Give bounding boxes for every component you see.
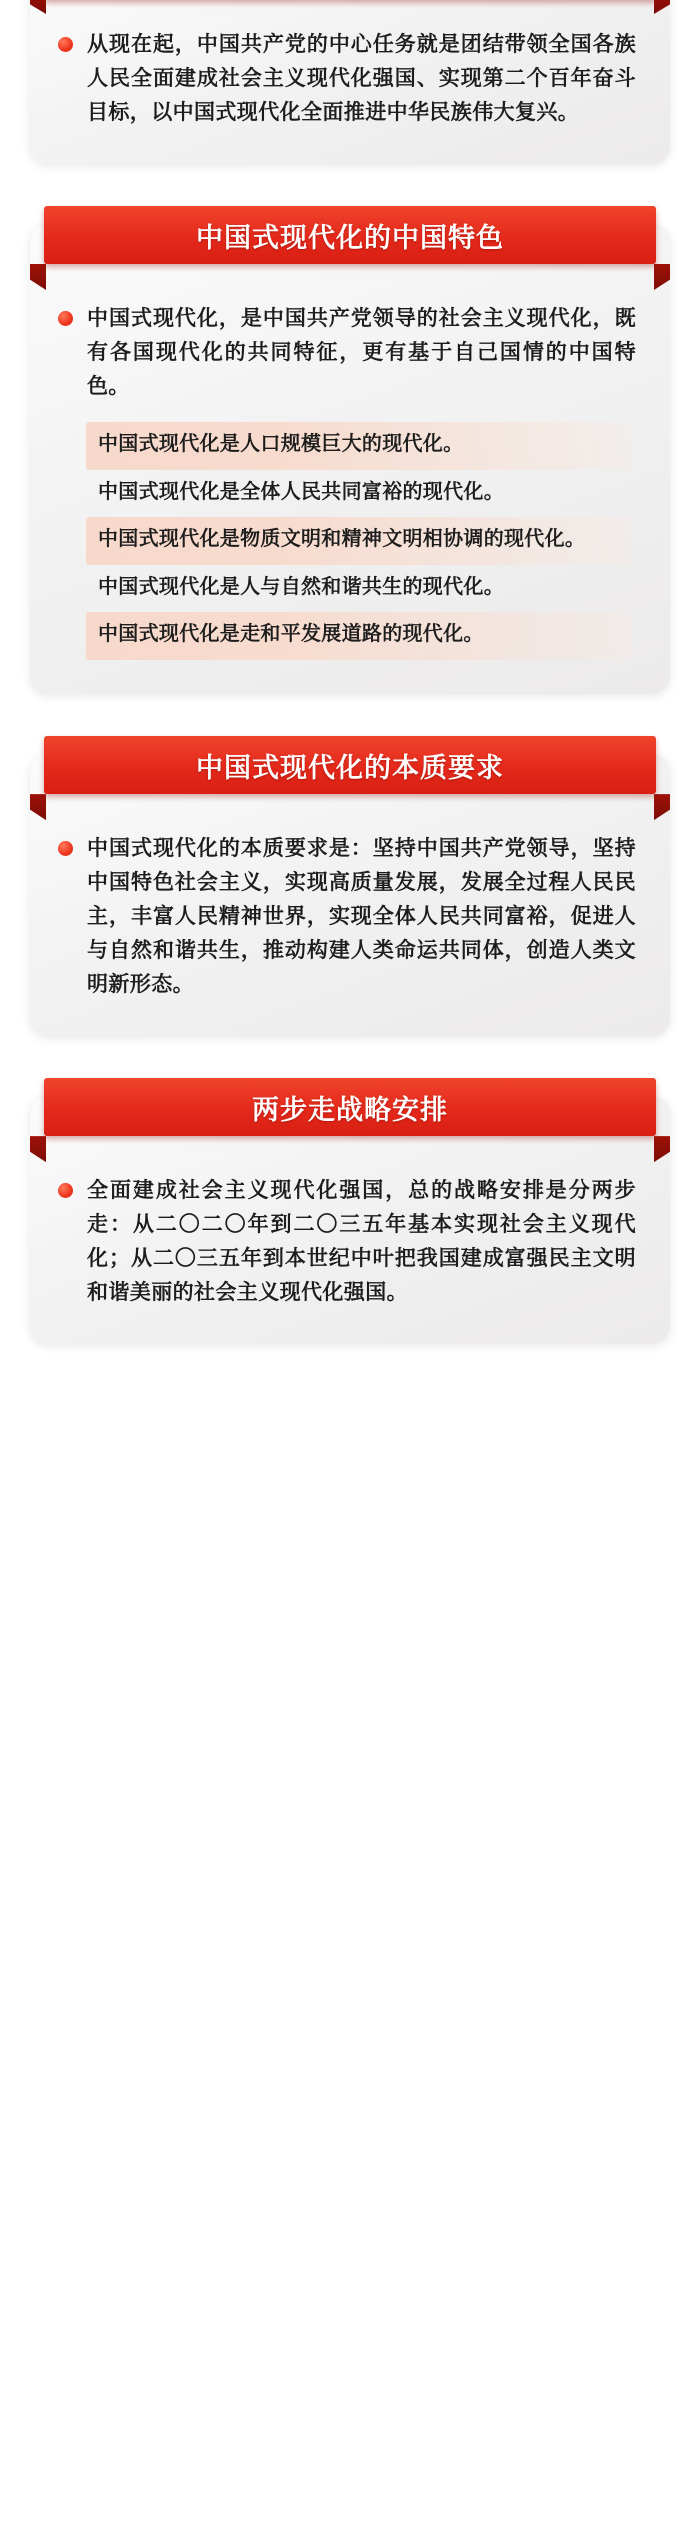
ribbon-fold-left-icon: [30, 264, 46, 290]
list-item: 中国式现代化是走和平发展道路的现代化。: [86, 612, 632, 660]
ribbon-fold-right-icon: [654, 0, 670, 14]
bullet-row-4: [58, 1174, 636, 1310]
bullet-row-2: [58, 302, 636, 404]
bullet-row-3: [58, 832, 636, 1002]
info-card-3: [30, 754, 670, 1036]
card-title-4: 两步走战略安排: [252, 1094, 448, 1125]
banner-plate-2: [44, 206, 656, 264]
card-banner-1: [30, 0, 670, 8]
ribbon-fold-left-icon: [30, 1136, 46, 1162]
list-item: 中国式现代化是人口规模巨大的现代化。: [86, 422, 632, 470]
ribbon-fold-left-icon: [30, 794, 46, 820]
card-paragraph-4: 全面建成社会主义现代化强国，总的战略安排是分两步走：从二〇二〇年到二〇三五年基本实现社会主义现代化；从二〇三五年到本世纪中叶把我国建成富强民主文明和谐美丽的社会主义现代化强国。: [87, 1179, 636, 1305]
info-card-2: [30, 224, 670, 694]
list-item: 中国式现代化是人与自然和谐共生的现代化。: [98, 575, 504, 598]
card-banner-4: [30, 1096, 670, 1154]
bullet-dot-icon: [58, 1183, 73, 1198]
card-banner-2: [30, 224, 670, 282]
card-paragraph-3: 中国式现代化的本质要求是：坚持中国共产党领导，坚持中国特色社会主义，实现高质量发展，发展全过程人民民主，丰富人民精神世界，实现全体人民共同富裕，促进人与自然和谐共生，推动构建人类命运共同体，创造人类文明新形态。: [87, 837, 636, 997]
info-card-1: [30, 0, 670, 164]
info-card-4: [30, 1096, 670, 1344]
ribbon-fold-left-icon: [30, 0, 46, 14]
card-content-4: [30, 1168, 670, 1310]
bullet-dot-icon: [58, 841, 73, 856]
card-paragraph-1: 从现在起，中国共产党的中心任务就是团结带领全国各族人民全面建成社会主义现代化强国、实现第二个百年奋斗目标，以中国式现代化全面推进中华民族伟大复兴。: [87, 33, 636, 125]
card-content-3: [30, 826, 670, 1002]
card-paragraph-2: 中国式现代化，是中国共产党领导的社会主义现代化，既有各国现代化的共同特征，更有基于自己国情的中国特色。: [87, 307, 636, 399]
card-content-1: [30, 22, 670, 130]
ribbon-fold-right-icon: [654, 264, 670, 290]
list-item: 中国式现代化是全体人民共同富裕的现代化。: [98, 480, 504, 503]
bullet-dot-icon: [58, 311, 73, 326]
bullet-row-1: [58, 28, 636, 130]
card-title-2: 中国式现代化的中国特色: [196, 222, 504, 253]
card-sublist-2: [58, 422, 636, 660]
card-title-3: 中国式现代化的本质要求: [196, 752, 504, 783]
banner-plate-4: [44, 1078, 656, 1136]
bullet-dot-icon: [58, 37, 73, 52]
banner-plate-3: [44, 736, 656, 794]
ribbon-fold-right-icon: [654, 1136, 670, 1162]
card-banner-3: [30, 754, 670, 812]
card-content-2: [30, 296, 670, 660]
ribbon-fold-right-icon: [654, 794, 670, 820]
list-item: 中国式现代化是物质文明和精神文明相协调的现代化。: [86, 517, 632, 565]
